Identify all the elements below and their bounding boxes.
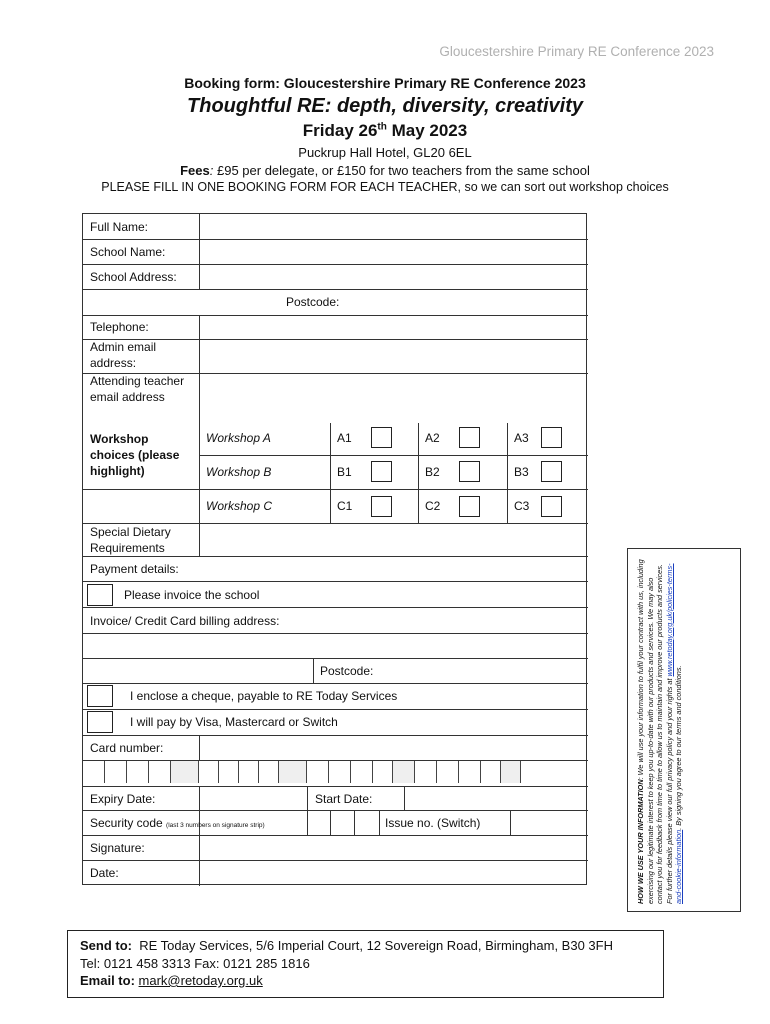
card-pay-checkbox[interactable] [87,711,113,733]
email-link[interactable]: mark@retoday.org.uk [138,973,263,988]
admin-email-label: Admin email address: [90,340,157,370]
postcode-label: Postcode: [286,295,340,309]
workshop-c-label: Workshop C [206,499,273,513]
option-a3-label: A3 [514,431,529,445]
signature-label: Signature: [90,841,145,855]
invoice-school-checkbox[interactable] [87,584,113,606]
option-c3-checkbox[interactable] [541,496,562,517]
school-name-label: School Name: [90,245,166,259]
start-date-label: Start Date: [315,792,373,806]
venue: Puckrup Hall Hotel, GL20 6EL [298,145,472,160]
option-c1-label: C1 [337,499,353,513]
form-title: Booking form: Gloucestershire Primary RE Conference 2023 [184,75,586,91]
option-c1-checkbox[interactable] [371,496,392,517]
option-b2-label: B2 [425,465,440,479]
conference-subtitle: Thoughtful RE: depth, diversity, creativity [187,95,583,117]
full-name-label: Full Name: [90,220,149,234]
instruction: PLEASE FILL IN ONE BOOKING FORM FOR EACH TEACHER, so we can sort out workshop choices [101,180,669,194]
booking-form [82,213,587,885]
conference-date: Friday 26th May 2023 [302,121,468,140]
security-code-label: Security code (last 3 numbers on signature strip) [90,816,265,830]
header-note: Gloucestershire Primary RE Conference 2023 [439,44,714,59]
card-number-label: Card number: [90,741,164,755]
fees: Fees: £95 per delegate, or £150 for two teachers from the same school [180,163,590,178]
email-label: Email to: [80,973,135,988]
privacy-heading: HOW WE USE YOUR INFORMATION [636,779,645,904]
expiry-label: Expiry Date: [90,792,156,806]
card-pay-label: I will pay by Visa, Mastercard or Switch [130,715,338,729]
option-b1-label: B1 [337,465,352,479]
option-b3-checkbox[interactable] [541,461,562,482]
tel-fax: Tel: 0121 458 3313 Fax: 0121 285 1816 [80,955,310,971]
school-address-label: School Address: [90,270,177,284]
issue-number-label: Issue no. (Switch) [385,816,481,830]
option-b3-label: B3 [514,465,529,479]
option-c3-label: C3 [514,499,530,513]
option-c2-label: C2 [425,499,441,513]
workshop-b-label: Workshop B [206,465,272,479]
billing-postcode-label: Postcode: [320,664,374,678]
option-b2-checkbox[interactable] [459,461,480,482]
invoice-school-label: Please invoice the school [124,588,260,602]
telephone-label: Telephone: [90,320,149,334]
privacy-notice: HOW WE USE YOUR INFORMATION: We will use your information to fulfil your contract with us, including exercising our legitimate interest to keep you up-to-date with our products and services. We may also contact you for feedback from time to time to allow us to maintain and improve our products and services. For further details please view our full privacy policy and your rights at www.retoday.org.uk/policies-terms-and-cookie-information. By signing you agree to our terms and conditions. [627,548,741,912]
option-a2-checkbox[interactable] [459,427,480,448]
date-label: Date: [90,866,119,880]
workshop-choices-label: Workshop choices (please highlight) [90,432,180,478]
privacy-policy-link[interactable]: www.retoday.org.uk/policies-terms-and-cookie-information [664,563,684,904]
cheque-checkbox[interactable] [87,685,113,707]
option-a1-label: A1 [337,431,352,445]
send-to-label: Send to: [80,938,132,953]
payment-details-label: Payment details: [90,562,179,576]
option-a3-checkbox[interactable] [541,427,562,448]
option-a2-label: A2 [425,431,440,445]
option-a1-checkbox[interactable] [371,427,392,448]
option-c2-checkbox[interactable] [459,496,480,517]
card-number-cells[interactable] [83,761,588,785]
billing-address-label: Invoice/ Credit Card billing address: [90,614,280,628]
cheque-label: I enclose a cheque, payable to RE Today Services [130,689,398,703]
send-address: RE Today Services, 5/6 Imperial Court, 12 Sovereign Road, Birmingham, B30 3FH [132,938,613,953]
dietary-label: Special Dietary Requirements [90,525,171,555]
workshop-a-label: Workshop A [206,431,271,445]
teacher-email-label: Attending teacher email address [90,374,185,404]
send-to-box [67,930,664,998]
option-b1-checkbox[interactable] [371,461,392,482]
